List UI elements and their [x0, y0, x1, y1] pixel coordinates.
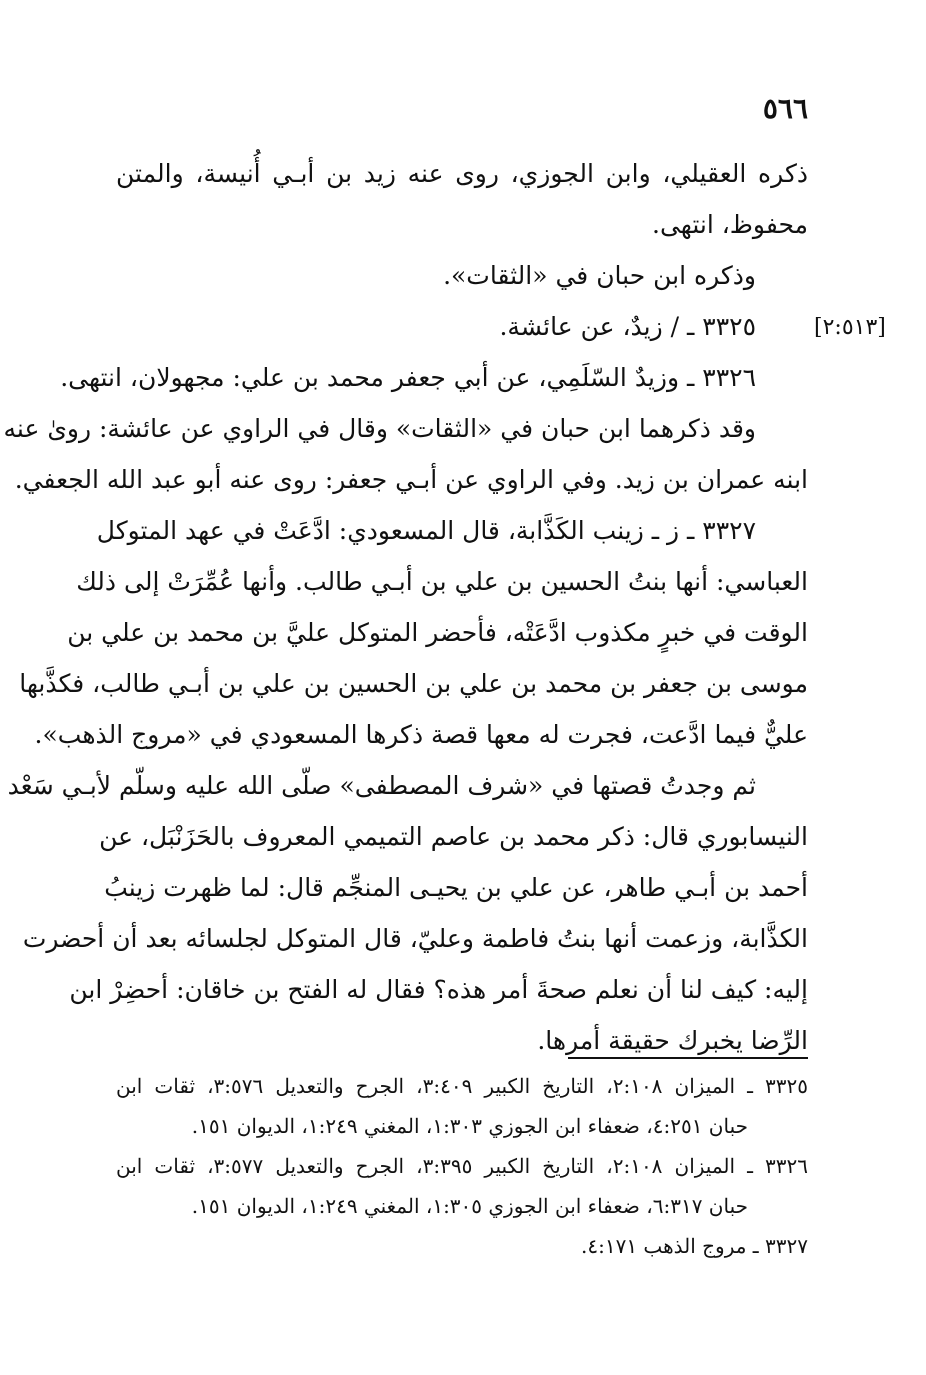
footnote-line: حبان ٦:٣١٧، ضعفاء ابن الجوزي ١:٣٠٥، المغني ١:٢٤٩، الديوان ١٥١.	[191, 1194, 748, 1218]
text-line: الرِّضا يخبرك حقيقة أمرها.	[537, 1026, 808, 1055]
footnotes	[116, 1066, 808, 1266]
text-line: الوقت في خبرٍ مكذوب ادَّعَتْه، فأحضر المتوكل عليَّ بن محمد بن علي بن	[67, 618, 808, 647]
footnote-3326: ٣٣٢٦ ـ الميزان ٢:١٠٨، التاريخ الكبير ٣:٣٩٥، الجرح والتعديل ٣:٥٧٧، ثقات ابن	[116, 1154, 808, 1178]
text-line: وذكره ابن حبان في «الثقات».	[443, 261, 756, 290]
margin-reference: [٢:٥١٣]	[814, 315, 886, 340]
text-line: موسى بن جعفر بن محمد بن علي بن الحسين بن علي بن أبـي طالب، فكذَّبها	[19, 669, 808, 698]
text-line: عليٌّ فيما ادَّعت، فجرت له معها قصة ذكرها المسعودي في «مروج الذهب».	[34, 720, 808, 749]
entry-3326: ٣٣٢٦ ـ وزيدٌ السّلَمِي، عن أبي جعفر محمد بن علي: مجهولان، انتهى.	[60, 363, 756, 392]
text-line: ثم وجدتُ قصتها في «شرف المصطفى» صلّى الله عليه وسلّم لأبـي سَعْد	[7, 771, 756, 800]
text-line: ذكره العقيلي، وابن الجوزي، روى عنه زيد بن أبـي أُنيسة، والمتن	[116, 159, 808, 188]
footnote-divider	[568, 1057, 808, 1059]
text-line: أحمد بن أبـي طاهر، عن علي بن يحيـى المنجِّم قال: لما ظهرت زينبُ	[104, 873, 808, 902]
page-number: ٥٦٦	[762, 92, 808, 125]
text-line: وقد ذكرهما ابن حبان في «الثقات» وقال في الراوي عن عائشة: روىٰ عنه	[3, 414, 756, 443]
text-line: العباسي: أنها بنتُ الحسين بن علي بن أبـي طالب. وأنها عُمِّرَتْ إلى ذلك	[76, 567, 808, 596]
footnote-3327: ٣٣٢٧ ـ مروج الذهب ٤:١٧١.	[581, 1234, 808, 1258]
entry-3327: ٣٣٢٧ ـ ز ـ زينب الكَذَّابة، قال المسعودي: ادَّعَتْ في عهد المتوكل	[96, 516, 756, 545]
footnote-line: حبان ٤:٢٥١، ضعفاء ابن الجوزي ١:٣٠٣، المغني ١:٢٤٩، الديوان ١٥١.	[191, 1114, 748, 1138]
text-line: ابنه عمران بن زيد. وفي الراوي عن أبـي جعفر: روى عنه أبو عبد الله الجعفي.	[14, 465, 808, 494]
text-line: النيسابوري قال: ذكر محمد بن عاصم التميمي المعروف بالحَزَنْبَل، عن	[99, 822, 808, 851]
footnote-3325: ٣٣٢٥ ـ الميزان ٢:١٠٨، التاريخ الكبير ٣:٤٠٩، الجرح والتعديل ٣:٥٧٦، ثقات ابن	[116, 1074, 808, 1098]
entry-3325: ٣٣٢٥ ـ / زيدٌ، عن عائشة.	[499, 312, 756, 341]
main-text	[3, 148, 808, 1066]
text-line: الكذَّابة، وزعمت أنها بنتُ فاطمة وعليّ، قال المتوكل لجلسائه بعد أن أحضرت	[22, 924, 808, 953]
text-line: محفوظ، انتهى.	[652, 210, 808, 239]
text-line: إليه: كيف لنا أن نعلم صحةَ أمر هذه؟ فقال له الفتح بن خاقان: أحضِرْ ابن	[69, 975, 808, 1004]
